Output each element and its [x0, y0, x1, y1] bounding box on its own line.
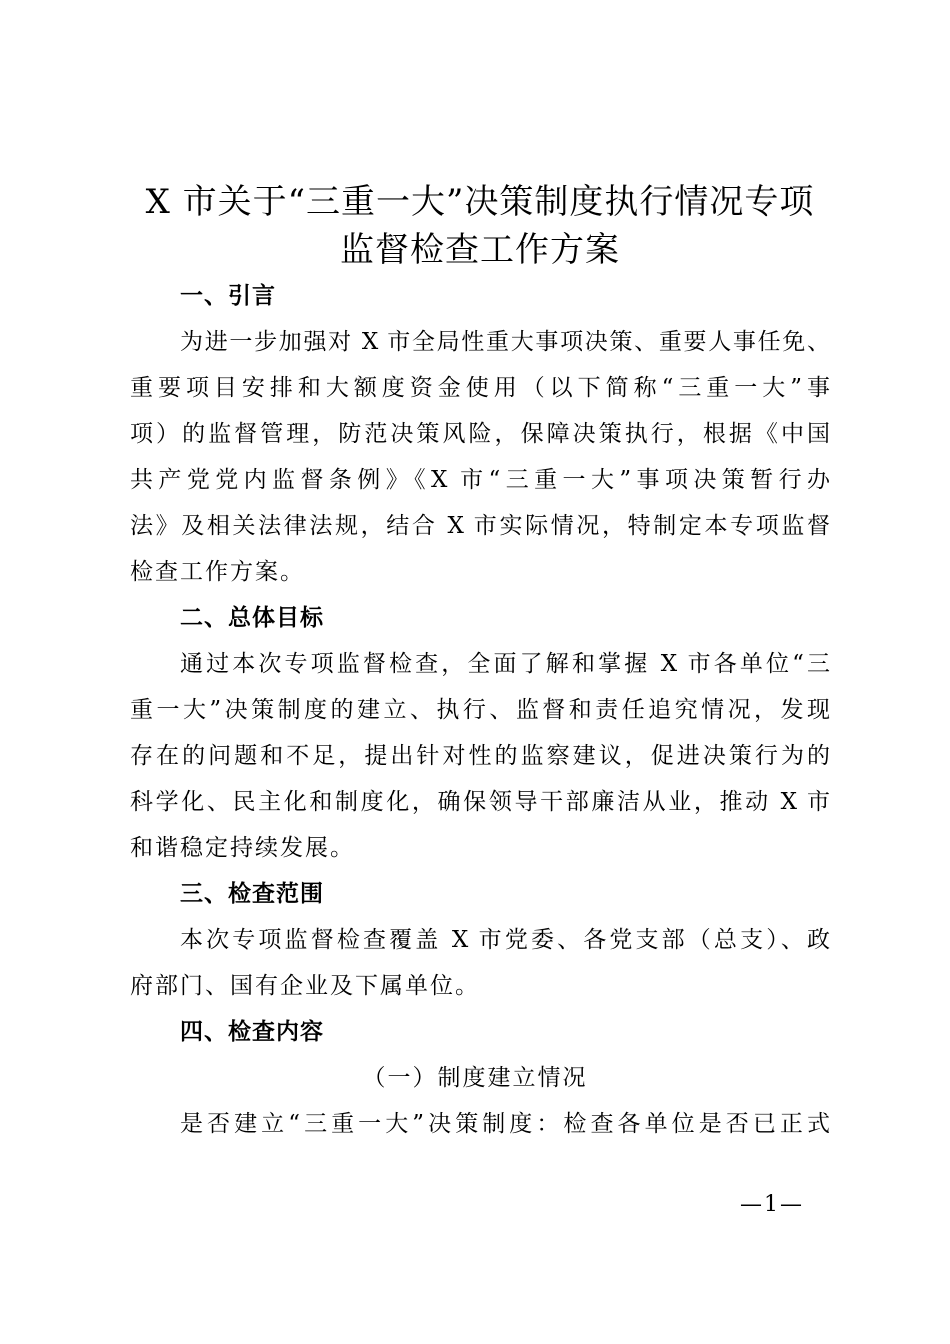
paragraph-line: 重要项目安排和大额度资金使用（以下简称“三重一大”事	[130, 375, 830, 401]
subsection-heading-system-establishment: （一）制度建立情况	[362, 1065, 588, 1091]
paragraph-line: 法》及相关法律法规，结合 X 市实际情况，特制定本专项监督	[130, 513, 830, 539]
paragraph-line: 和谐稳定持续发展。	[130, 835, 355, 861]
section-heading-inspection-content: 四、检查内容	[180, 1019, 324, 1045]
page-number: —1—	[740, 1192, 804, 1217]
paragraph-line: 重一大”决策制度的建立、执行、监督和责任追究情况，发现	[130, 697, 830, 723]
paragraph-line: 通过本次专项监督检查，全面了解和掌握 X 市各单位“三	[180, 651, 830, 677]
paragraph-line: 项）的监督管理，防范决策风险，保障决策执行，根据《中国	[130, 421, 830, 447]
paragraph-line: 存在的问题和不足，提出针对性的监察建议，促进决策行为的	[130, 743, 830, 769]
paragraph-line: 是否建立“三重一大”决策制度：检查各单位是否已正式	[180, 1111, 830, 1137]
document-title-line-1: X 市关于“三重一大”决策制度执行情况专项	[145, 182, 815, 222]
paragraph-line: 检查工作方案。	[130, 559, 305, 585]
paragraph-line: 本次专项监督检查覆盖 X 市党委、各党支部（总支）、政	[180, 927, 830, 953]
paragraph-line: 为进一步加强对 X 市全局性重大事项决策、重要人事任免、	[180, 329, 830, 355]
section-heading-overall-goals: 二、总体目标	[180, 605, 324, 631]
section-heading-inspection-scope: 三、检查范围	[180, 881, 324, 907]
section-heading-introduction: 一、引言	[180, 283, 276, 309]
paragraph-line: 府部门、国有企业及下属单位。	[130, 973, 480, 999]
document-title-line-2: 监督检查工作方案	[340, 230, 620, 270]
paragraph-line: 共产党党内监督条例》《X 市“三重一大”事项决策暂行办	[130, 467, 830, 493]
paragraph-line: 科学化、民主化和制度化，确保领导干部廉洁从业，推动 X 市	[130, 789, 830, 815]
